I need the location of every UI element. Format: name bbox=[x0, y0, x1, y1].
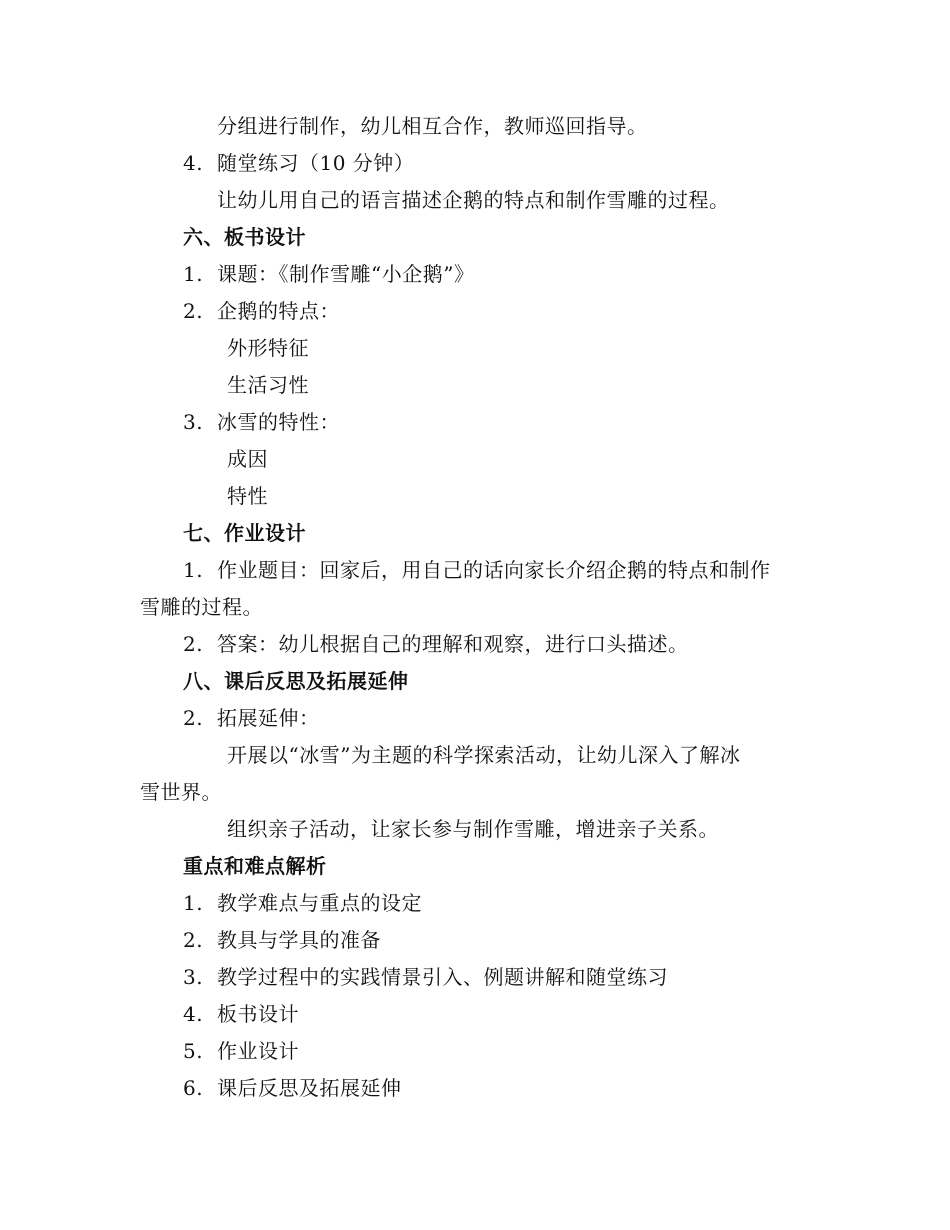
item-text: 拓展延伸： bbox=[217, 706, 320, 730]
item-number: 1. bbox=[183, 891, 204, 915]
heading-text: 六、板书设计 bbox=[183, 225, 306, 249]
text: 成因 bbox=[227, 447, 268, 471]
item-number: 6. bbox=[183, 1076, 204, 1100]
numbered-item bbox=[183, 890, 422, 916]
item-number: 4. bbox=[183, 151, 204, 175]
item-text: 教学难点与重点的设定 bbox=[217, 891, 422, 915]
text: 雪世界。 bbox=[140, 780, 222, 804]
item-text: 教具与学具的准备 bbox=[217, 928, 381, 952]
numbered-item bbox=[183, 631, 689, 657]
item-number: 2. bbox=[183, 299, 204, 323]
numbered-item bbox=[183, 705, 320, 731]
sub-item bbox=[227, 335, 309, 361]
numbered-item bbox=[183, 261, 474, 287]
section-heading-7 bbox=[183, 520, 306, 546]
item-number: 1. bbox=[183, 558, 204, 582]
item-number: 1. bbox=[183, 262, 204, 286]
text: 开展以“冰雪”为主题的科学探索活动，让幼儿深入了解冰 bbox=[227, 743, 741, 767]
item-text: 作业题目：回家后，用自己的话向家长介绍企鹅的特点和制作 bbox=[217, 558, 771, 582]
numbered-item bbox=[183, 409, 340, 435]
heading-text: 重点和难点解析 bbox=[183, 854, 327, 878]
numbered-item bbox=[183, 1038, 299, 1064]
item-text: 课题：《制作雪雕“小企鹅”》 bbox=[217, 262, 475, 286]
item-number: 3. bbox=[183, 965, 204, 989]
text: 让幼儿用自己的语言描述企鹅的特点和制作雪雕的过程。 bbox=[217, 188, 730, 212]
item-text: 冰雪的特性： bbox=[217, 410, 340, 434]
numbered-item bbox=[183, 927, 381, 953]
section-heading-6 bbox=[183, 224, 306, 250]
numbered-item bbox=[183, 298, 340, 324]
item-number: 2. bbox=[183, 632, 204, 656]
numbered-item bbox=[183, 150, 414, 176]
heading-text: 七、作业设计 bbox=[183, 521, 306, 545]
item-number: 3. bbox=[183, 410, 204, 434]
section-heading-9 bbox=[183, 853, 327, 879]
text: 分组进行制作，幼儿相互合作，教师巡回指导。 bbox=[217, 114, 648, 138]
sub-item bbox=[227, 446, 268, 472]
heading-text: 八、课后反思及拓展延伸 bbox=[183, 669, 409, 693]
text: 生活习性 bbox=[227, 373, 309, 397]
paragraph-line bbox=[227, 742, 740, 768]
numbered-item bbox=[183, 557, 771, 583]
section-heading-8 bbox=[183, 668, 409, 694]
sub-item bbox=[227, 483, 268, 509]
paragraph-line bbox=[217, 187, 730, 213]
text: 特性 bbox=[227, 484, 268, 508]
item-number: 4. bbox=[183, 1002, 204, 1026]
text: 雪雕的过程。 bbox=[140, 595, 263, 619]
item-text: 企鹅的特点： bbox=[217, 299, 340, 323]
item-text: 板书设计 bbox=[217, 1002, 299, 1026]
item-text: 作业设计 bbox=[217, 1039, 299, 1063]
item-number: 2. bbox=[183, 706, 204, 730]
item-text: 教学过程中的实践情景引入、例题讲解和随堂练习 bbox=[217, 965, 668, 989]
paragraph-line bbox=[217, 113, 648, 139]
sub-item bbox=[227, 372, 309, 398]
text: 组织亲子活动，让家长参与制作雪雕，增进亲子关系。 bbox=[227, 817, 719, 841]
numbered-item bbox=[183, 964, 668, 990]
item-number: 2. bbox=[183, 928, 204, 952]
paragraph-continuation bbox=[140, 594, 263, 620]
paragraph-line bbox=[227, 816, 719, 842]
item-text: 随堂练习（10 分钟） bbox=[217, 151, 415, 175]
numbered-item bbox=[183, 1001, 299, 1027]
paragraph-continuation bbox=[140, 779, 222, 805]
item-text: 课后反思及拓展延伸 bbox=[217, 1076, 402, 1100]
item-text: 答案：幼儿根据自己的理解和观察，进行口头描述。 bbox=[217, 632, 689, 656]
item-number: 5. bbox=[183, 1039, 204, 1063]
text: 外形特征 bbox=[227, 336, 309, 360]
numbered-item bbox=[183, 1075, 402, 1101]
